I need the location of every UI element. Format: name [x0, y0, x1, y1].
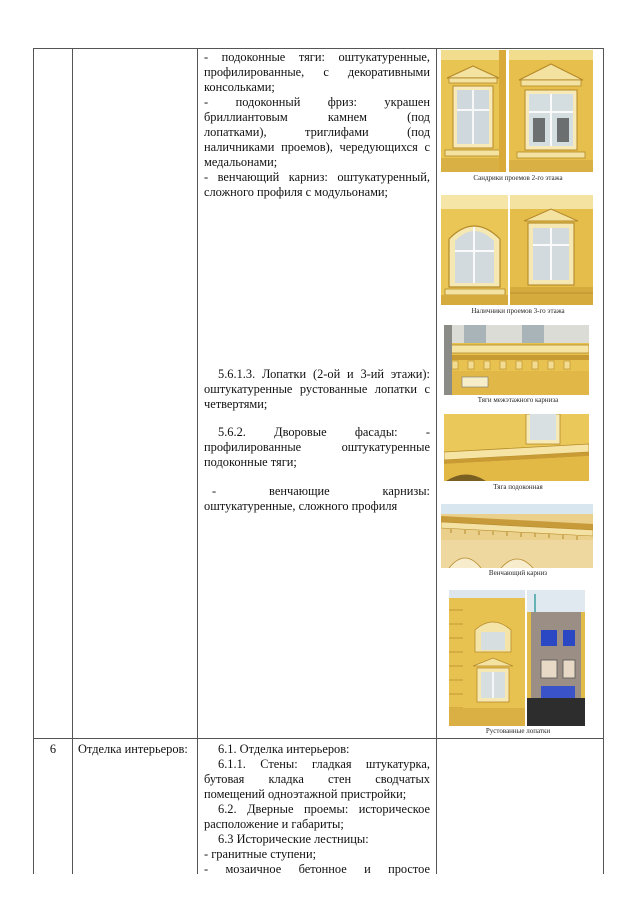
lopatki-text: [204, 367, 430, 412]
text-line: бутовая кладка стен сводчатых: [204, 772, 430, 786]
photo-sandriki-right: [509, 50, 593, 172]
text-line: - подоконный фриз: украшен: [204, 95, 430, 109]
venchayushchie-karnizy-text: [204, 484, 430, 514]
text-line: консольками;: [204, 80, 275, 94]
text-line: оштукатуренные рустованные лопатки с: [204, 382, 430, 396]
text-line: четвертями;: [204, 397, 268, 411]
row-number: 6: [49, 742, 57, 756]
table-border-top: [33, 48, 604, 49]
photo-nalichniki-right: [510, 195, 593, 305]
text-line: 6.1. Отделка интерьеров:: [218, 742, 350, 756]
text-line: 6.3 Исторические лестницы:: [218, 832, 369, 846]
text-line: 5.6.1.3. Лопатки (2-ой и 3-ий этажи):: [218, 367, 430, 381]
table-row-divider: [33, 738, 604, 739]
photo-tyaga-podokonnaya: [444, 414, 589, 481]
photo-venchayushchiy-karniz: [441, 504, 593, 568]
caption-tyaga-podokonnaya: Тяга подоконная: [493, 483, 543, 491]
text-line: профилированные оштукатуренные: [204, 440, 430, 454]
caption-tyagi-mezhetazh: Тяги межэтажного карниза: [477, 396, 559, 404]
dvorovye-fasady-text: [204, 425, 430, 470]
text-line: лопатками), триглифами (под: [204, 125, 430, 139]
text-line: - подоконные тяги: оштукатуренные,: [204, 50, 430, 64]
table-border-col2: [197, 48, 198, 874]
text-line: 6.1.1. Стены: гладкая штукатурка,: [218, 757, 430, 771]
caption-rustovannye: Рустованные лопатки: [485, 727, 551, 735]
text-line: оштукатуренные, сложного профиля: [204, 499, 398, 513]
text-line: расположение и габариты;: [204, 817, 344, 831]
table-border-col3: [436, 48, 437, 874]
caption-sandriki: Сандрики проемов 2-го этажа: [473, 174, 563, 182]
caption-nalichniki: Наличники проемов 3-го этажа: [471, 307, 565, 315]
photo-rustovannye-left: [449, 590, 525, 726]
facade-elements-text: [204, 50, 430, 200]
text-line: подоконные тяги;: [204, 455, 297, 469]
photo-sandriki-left: [441, 50, 506, 172]
text-line: - гранитные ступени;: [204, 847, 317, 861]
photo-rustovannye-right: [527, 590, 585, 726]
text-line: медальонами;: [204, 155, 278, 169]
text-line: 5.6.2. Дворовые фасады: -: [218, 425, 430, 439]
photo-nalichniki-left: [441, 195, 508, 305]
text-line: бриллиантовым камнем (под: [204, 110, 430, 124]
table-border-right: [603, 48, 604, 874]
text-line: сложного профиля с модульонами;: [204, 185, 388, 199]
text-line: 6.2. Дверные проемы: историческое: [218, 802, 430, 816]
caption-venchayushchiy: Венчающий карниз: [488, 569, 548, 577]
row6-description: [204, 742, 430, 877]
text-line: - венчающий карниз: оштукатуренный,: [204, 170, 430, 184]
table-border-col1: [72, 48, 73, 874]
row-name: Отделка интерьеров:: [78, 742, 188, 756]
text-line: - мозаичное бетонное и простое: [204, 862, 430, 876]
photo-tyagi-mezhetazh: [444, 325, 589, 395]
text-line: помещений одноэтажной пристройки;: [204, 787, 407, 801]
text-line: - венчающие карнизы:: [212, 484, 430, 498]
text-line: наличниками проемов), чередующихся с: [204, 140, 430, 154]
text-line: профилированные, с декоративными: [204, 65, 430, 79]
